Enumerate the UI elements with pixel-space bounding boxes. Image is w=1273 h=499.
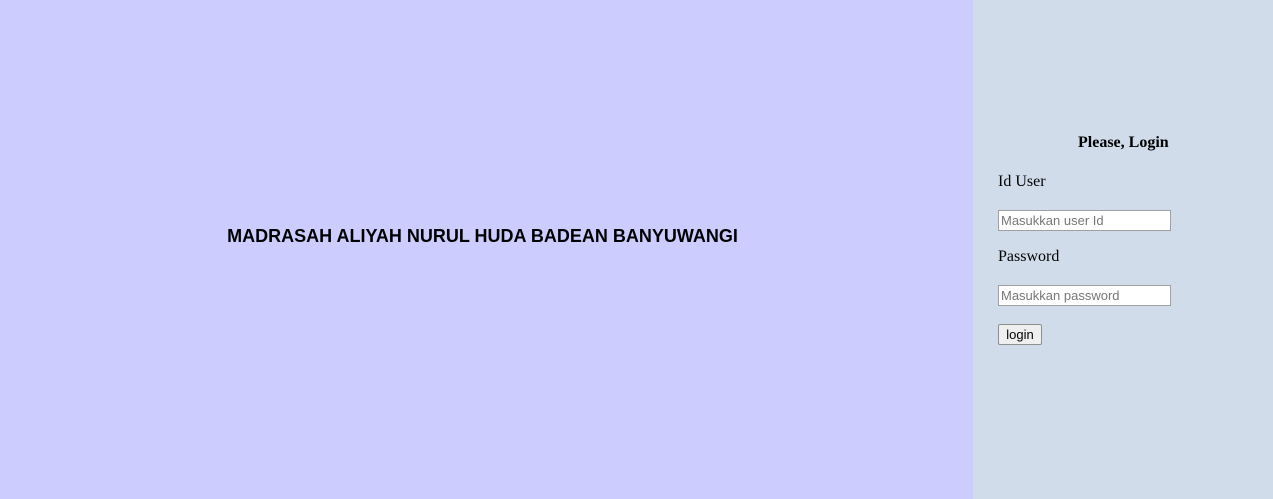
user-id-input[interactable] [998,210,1171,231]
school-title: MADRASAH ALIYAH NURUL HUDA BADEAN BANYUWANGI [227,226,738,246]
password-input[interactable] [998,285,1171,306]
login-heading: Please, Login [1078,134,1169,151]
login-button[interactable]: login [998,324,1042,345]
password-label: Password [998,248,1060,265]
user-id-label: Id User [998,173,1046,190]
login-panel [973,0,1273,499]
